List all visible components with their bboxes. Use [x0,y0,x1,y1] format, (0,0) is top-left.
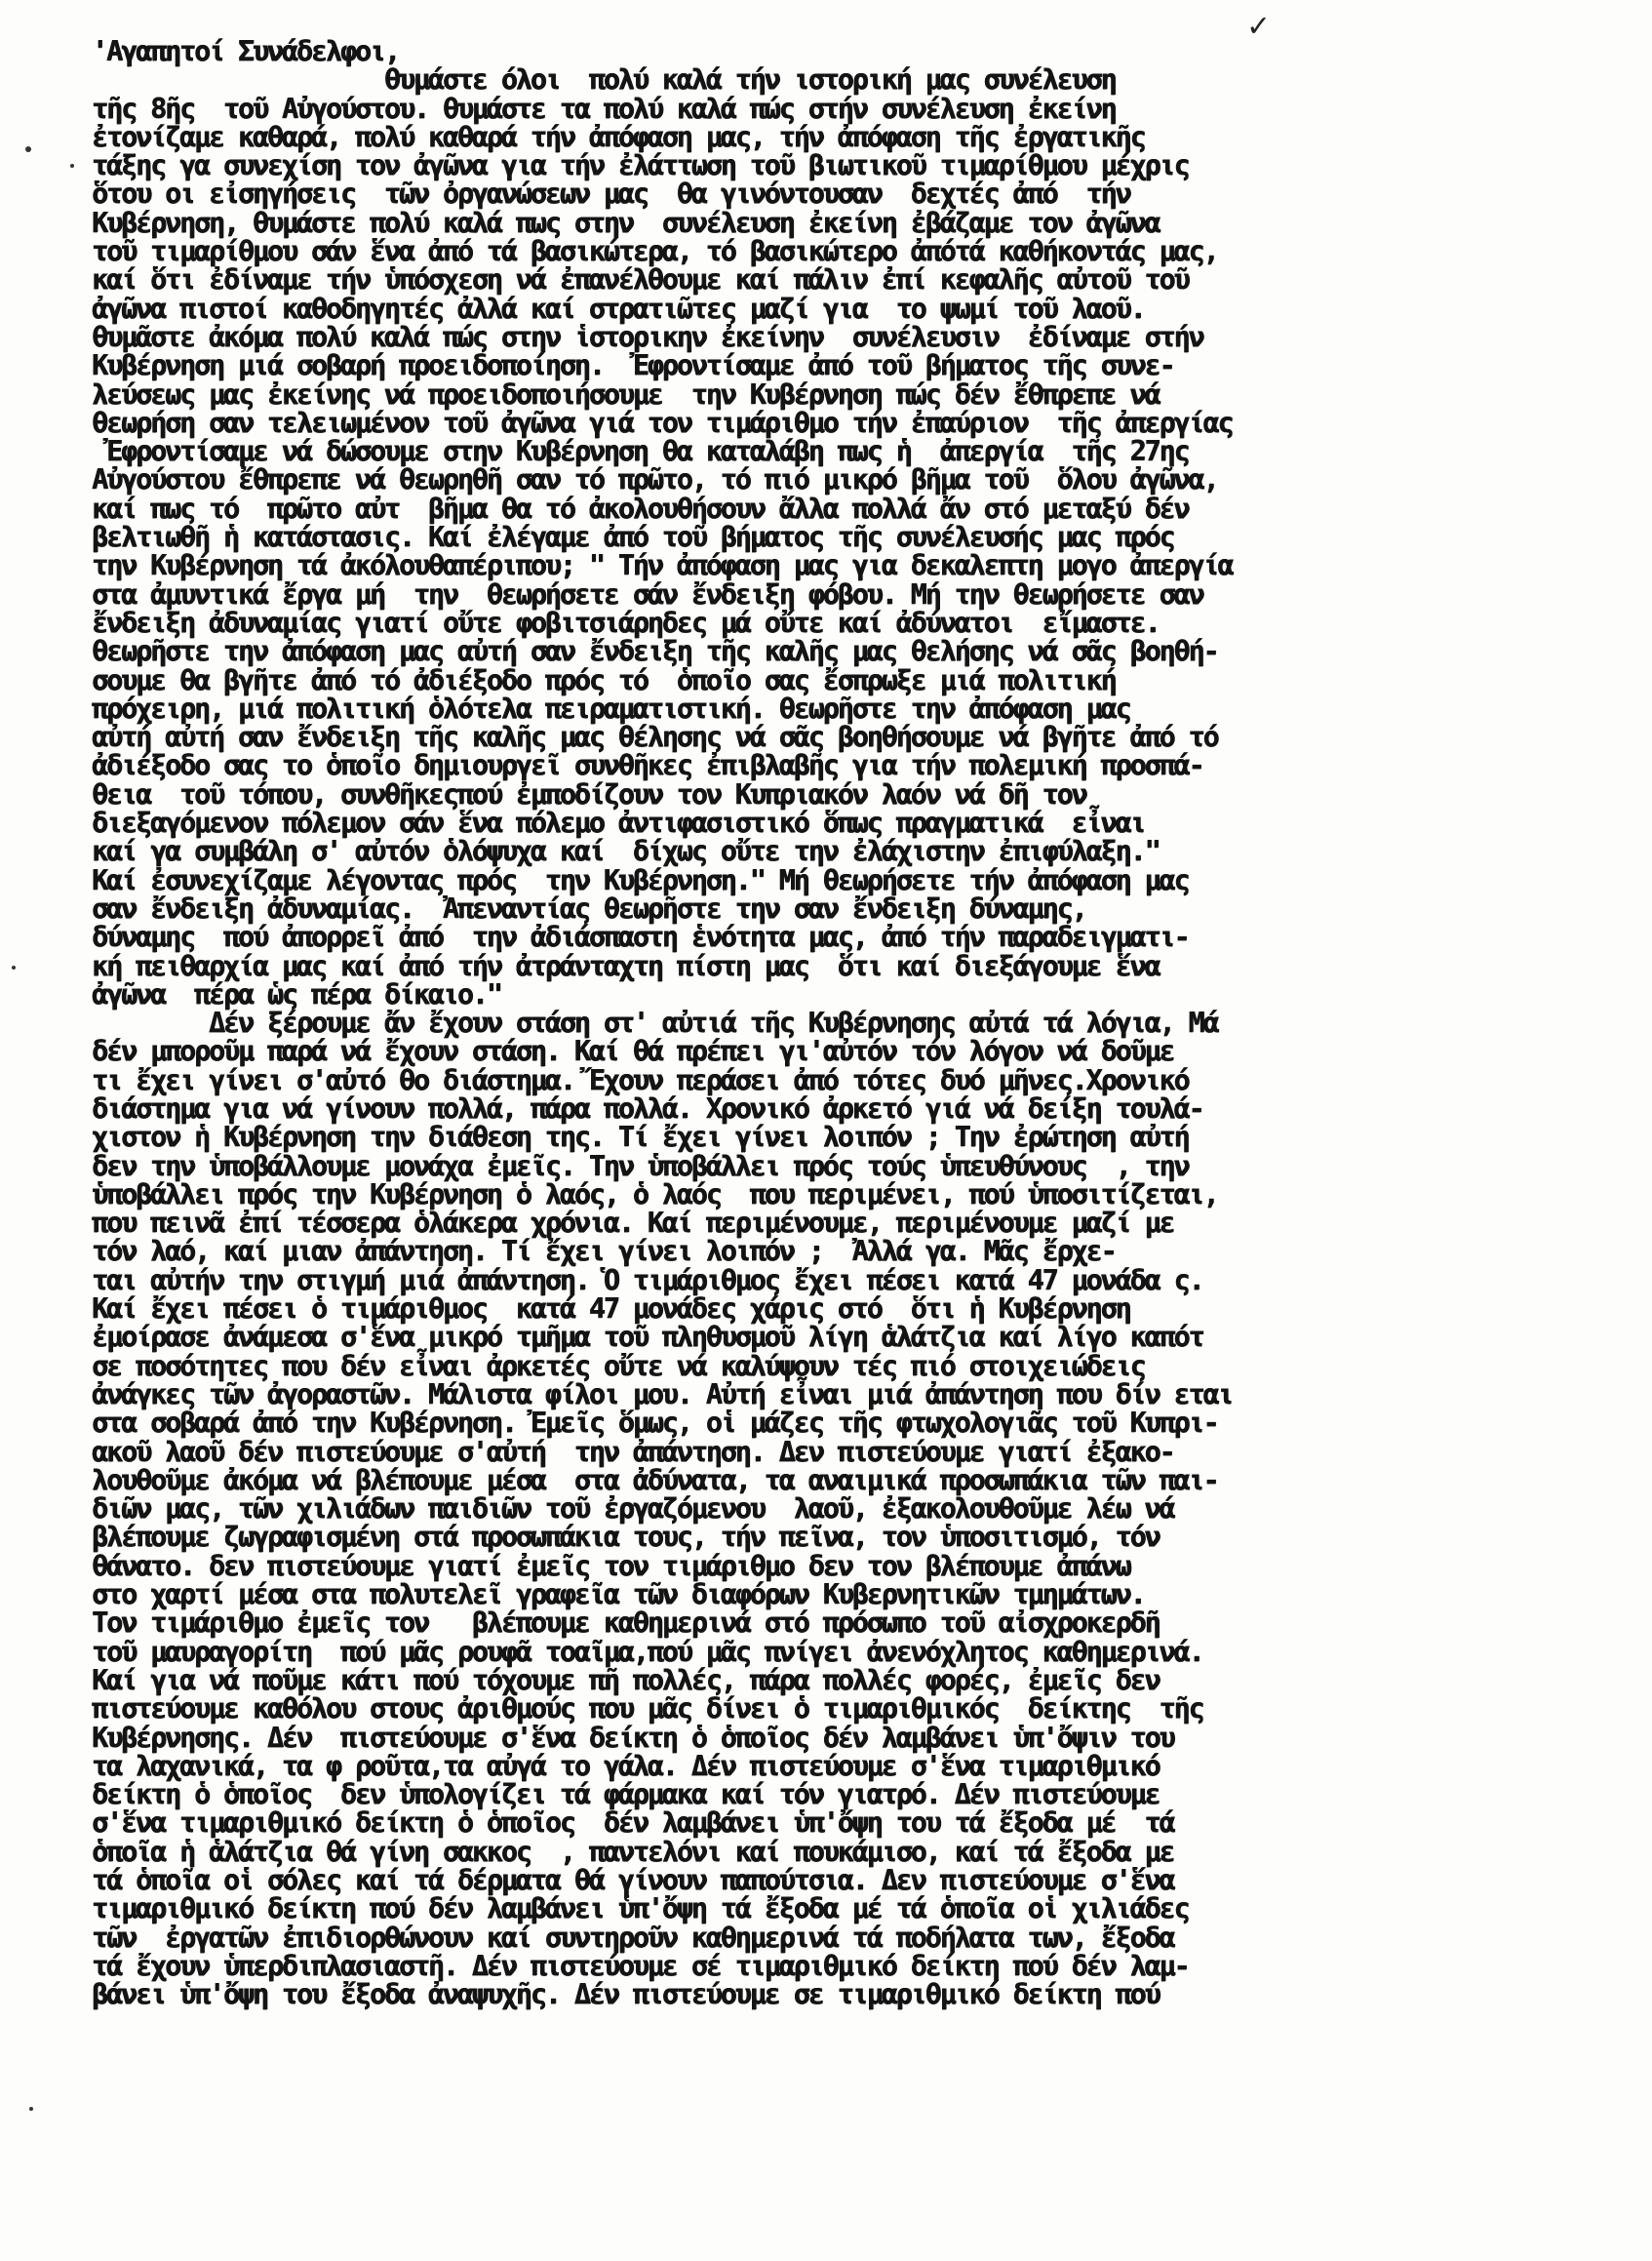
text-line: Αὐγούστου ἔθπρεπε νά θεωρηθῆ σαν τό πρῶτο, τό πιό μικρό βῆμα τοῦ ὅλου ἀγῶνα, [92,463,1218,496]
text-line: καί πως τό πρῶτο αὐτ βῆμα θα τό ἀκολουθήσουν ἄλλα πολλά ἄν στό μεταξύ δέν [92,492,1189,525]
text-line: τι ἔχει γίνει σ'αὐτό θο διάστημα. Ἔχουν περάσει ἀπό τότες δυό μῆνες.Χρονικό [92,1063,1189,1096]
text-line: πιστεύουμε καθόλου στους ἀριθμούς που μᾶς δίνει ὁ τιμαριθμικός δείκτης τῆς [92,1692,1203,1726]
text-line: Καί για νά ποῦμε κάτι πού τόχουμε πῆ πολλές, πάρα πολλές φορές, ἐμεῖς δεν [92,1663,1160,1696]
text-line: στο χαρτί μέσα στα πολυτελεῖ γραφεῖα τῶν διαφόρων Κυβερνητικῶν τμημάτων. [92,1578,1145,1611]
text-line: τῆς 8ῆς τοῦ Αὐγούστου. θυμάστε τα πολύ καλά πώς στήν συνέλευση ἐκείνη [92,92,1116,125]
text-line: αὐτή αὐτή σαν ἔνδειξη τῆς καλῆς μας θέλησης νά σᾶς βοηθήσουμε νά βγῆτε ἀπό τό [92,721,1218,754]
text-line: ἀδιέξοδο σας το ὁποῖο δημιουργεῖ συνθῆκες ἐπιβλαβῆς για τήν πολεμική προσπά- [92,749,1203,782]
text-line: ἐτονίζαμε καθαρά, πολύ καθαρά τήν ἀπόφαση μας, τήν ἀπόφαση τῆς ἐργατικῆς [92,120,1145,153]
text-line: χιστον ἡ Κυβέρνηση την διάθεση της. Τί ἔχει γίνει λοιπόν ; Την ἐρώτηση αὐτή [92,1121,1189,1154]
text-line: τοῦ μαυραγορίτη πού μᾶς ρουφᾶ τοαῖμα,πού μᾶς πνίγει ἀνενόχλητος καθημερινά. [92,1635,1203,1668]
text-line: τα λαχανικά, τα φ ροῦτα,τα αὐγά το γάλα. Δέν πιστεύουμε σ'ἕνα τιμαριθμικό [92,1749,1160,1782]
text-line: ἀγῶνα πιστοί καθοδηγητές ἀλλά καί στρατιῶτες μαζί για το ψωμί τοῦ λαοῦ. [92,292,1145,325]
text-line: τοῦ τιμαρίθμου σάν ἕνα ἀπό τά βασικώτερα, τό βασικώτερο ἀπότά καθήκοντάς μας, [92,235,1218,268]
text-line: στα ἀμυντικά ἔργα μή την θεωρήσετε σάν ἔνδειξη φόβου. Μή την θεωρήσετε σαν [92,577,1203,611]
text-line: Καί ἐσυνεχίζαμε λέγοντας πρός την Κυβέρνηση." Μή θεωρήσετε τήν ἀπόφαση μας [92,863,1189,896]
text-line: βελτιωθῆ ἡ κατάστασις. Καί ἐλέγαμε ἀπό τοῦ βήματος τῆς συνέλευσής μας πρός [92,521,1174,554]
text-line: ἀνάγκες τῶν ἀγοραστῶν. Μάλιστα φίλοι μου. Αὐτή εἶναι μιά ἀπάντηση που δίν εται [92,1377,1233,1410]
text-line: τά ἔχουν ὑπερδιπλασιαστῆ. Δέν πιστεύουμε σέ τιμαριθμικό δείκτη πού δέν λαμ- [92,1949,1189,1982]
text-line: τά ὁποῖα οἱ σόλες καί τά δέρματα θά γίνουν παπούτσια. Δεν πιστεύουμε σ'ἕνα [92,1864,1174,1896]
margin-check-mark: ✓ [1248,6,1269,45]
text-line: σουμε θα βγῆτε ἀπό τό ἀδιέξοδο πρός τό ὁποῖο σας ἔσπρωξε μιά πολιτική [92,663,1116,696]
text-line: λεύσεως μας ἐκείνης νά προειδοποιήσουμε την Κυβέρνηση πώς δέν ἔθπρεπε νά [92,377,1160,411]
text-line: θεωρήση σαν τελειωμένον τοῦ ἀγῶνα γιά τον τιμάριθμο τήν ἐπαύριον τῆς ἀπεργίας [92,406,1233,439]
scan-speck [70,164,74,168]
text-line: βλέπουμε ζωγραφισμένη στά προσωπάκια τους, τήν πεῖνα, τον ὑποσιτισμό, τόν [92,1521,1160,1554]
text-line: τῶν ἐργατῶν ἐπιδιορθώνουν καί συντηροῦν καθημερινά τά ποδήλατα των, ἔξοδα [92,1921,1174,1954]
text-line: λουθοῦμε ἀκόμα νά βλέπουμε μέσα στα ἀδύνατα, τα αναιμικά προσωπάκια τῶν παι- [92,1463,1218,1496]
text-line: σε ποσότητες που δέν εἶναι ἀρκετές οὔτε νά καλύψουν τές πιό στοιχειώδεις [92,1349,1145,1382]
text-line: τόν λαό, καί μιαν ἀπάντηση. Τί ἔχει γίνει λοιπόν ; Ἀλλά γα. Μᾶς ἔρχε- [92,1235,1116,1268]
text-line: τιμαριθμικό δείκτη πού δέν λαμβάνει ὑπ'ὄψη τά ἔξοδα μέ τά ὁποῖα οἱ χιλιάδες [92,1892,1189,1925]
text-line: δείκτη ὁ ὁποῖος δεν ὑπολογίζει τά φάρμακα καί τόν γιατρό. Δέν πιστεύουμε [92,1778,1160,1811]
text-line: διάστημα για νά γίνουν πολλά, πάρα πολλά. Χρονικό ἀρκετό γιά νά δείξη τουλά- [92,1091,1203,1125]
text-line: σαν ἔνδειξη ἀδυναμίας. Ἀπεναντίας θεωρῆστε την σαν ἔνδειξη δύναμης, [92,892,1086,925]
text-line: ὅτου οι εἰσηγήσεις τῶν ὀργανώσεων μας θα γινόντουσαν δεχτές ἀπό τήν [92,178,1130,211]
text-line: την Κυβέρνηση τά ἀκόλουθαπέριπου; " Τήν ἀπόφαση μας για δεκαλεπτη μογο ἀπεργία [92,549,1233,582]
text-line: δέν μποροῦμ παρά νά ἔχουν στάση. Καί θά πρέπει γι'αὐτόν τόν λόγον νά δοῦμε [92,1035,1174,1068]
text-line: 'Αγαπητοί Συνάδελφοι, [92,35,399,67]
text-line: καί γα συμβάλη σ' αὐτόν ὁλόψυχα καί δίχως οὔτε την ἐλάχιστην ἐπιφύλαξη." [92,835,1160,868]
text-line: ὑποβάλλει πρός την Κυβέρνηση ὁ λαός, ὁ λαός που περιμένει, πού ὑποσιτίζεται, [92,1177,1218,1210]
text-line: Τον τιμάριθμο ἐμεῖς τον βλέπουμε καθημερινά στό πρόσωπο τοῦ αἰσχροκερδῆ [92,1606,1160,1640]
text-line: κή πειθαρχία μας καί ἀπό τήν ἀτράνταχτη πίστη μας ὅτι καί διεξάγουμε ἕνα [92,949,1160,982]
text-line: θεωρῆστε την ἀπόφαση μας αὐτή σαν ἔνδειξη τῆς καλῆς μας θελήσης νά σᾶς βοηθή- [92,635,1218,668]
scan-speck [12,966,16,970]
text-line: ται αὐτήν την στιγμή μιά ἀπάντηση. Ὁ τιμάριθμος ἔχει πέσει κατά 47 μονάδα ς. [92,1263,1203,1296]
text-line: δεν την ὑποβάλλουμε μονάχα ἐμεῖς. Την ὑποβάλλει πρός τούς ὑπευθύνους , την [92,1149,1189,1182]
text-line: ἀγῶνα πέρα ὡς πέρα δίκαιο." [92,977,501,1011]
text-line: ἐμοίρασε ἀνάμεσα σ'ἕνα μικρό τμῆμα τοῦ πληθυσμοῦ λίγη ἁλάτζια καί λίγο καπότ [92,1321,1203,1354]
text-line: διῶν μας, τῶν χιλιάδων παιδιῶν τοῦ ἐργαζόμενου λαοῦ, ἐξακολουθοῦμε λέω νά [92,1492,1174,1526]
text-line: που πεινᾶ ἐπί τέσσερα ὁλάκερα χρόνια. Καί περιμένουμε, περιμένουμε μαζί με [92,1207,1174,1240]
text-line: δύναμης πού ἀπορρεῖ ἀπό την ἀδιάσπαστη ἑνότητα μας, ἀπό τήν παραδειγματι- [92,921,1189,954]
scan-speck [25,146,31,152]
text-line: θεια τοῦ τόπου, συνθῆκεςπού ἐμποδίζουν τον Κυπριακόν λαόν νά δῆ τον [92,777,1086,811]
scan-speck [29,2107,33,2111]
text-line: θάνατο. δεν πιστεύουμε γιατί ἐμεῖς τον τιμάριθμο δεν τον βλέπουμε ἀπάνω [92,1549,1130,1582]
text-line: Κυβέρνηση, θυμάστε πολύ καλά πως στην συνέλευση ἐκείνη ἐβάζαμε τον ἀγῶνα [92,206,1160,239]
text-line: ακοῦ λαοῦ δέν πιστεύουμε σ'αὐτή την ἀπάντηση. Δεν πιστεύουμε γιατί ἐξακο- [92,1435,1174,1468]
text-line: στα σοβαρά ἀπό την Κυβέρνηση. Ἐμεῖς ὅμως, οἱ μάζες τῆς φτωχολογιᾶς τοῦ Κυπρι- [92,1407,1218,1440]
text-line: διεξαγόμενον πόλεμον σάν ἕνα πόλεμο ἀντιφασιστικό ὅπως πραγματικά εἶναι [92,807,1145,840]
text-line: καί ὅτι ἐδίναμε τήν ὑπόσχεση νά ἐπανέλθουμε καί πάλιν ἐπί κεφαλῆς αὐτοῦ τοῦ [92,263,1189,297]
text-line: θυμᾶστε ἀκόμα πολύ καλά πώς στην ἱστορικην ἐκείνην συνέλευσιν ἐδίναμε στήν [92,320,1203,353]
text-line: τάξης γα συνεχίση τον ἀγῶνα για τήν ἐλάττωση τοῦ βιωτικοῦ τιμαρίθμου μέχρις [92,149,1189,182]
text-line: Δέν ξέρουμε ἄν ἔχουν στάση στ' αὐτιά τῆς Κυβέρνησης αὐτά τά λόγια, Μά [92,1007,1218,1040]
text-line: πρόχειρη, μιά πολιτική ὁλότελα πειραματιστική. θεωρῆστε την ἀπόφαση μας [92,692,1130,725]
text-line: Καί ἔχει πέσει ὁ τιμάριθμος κατά 47 μονάδες χάρις στό ὅτι ἡ Κυβέρνηση [92,1292,1130,1326]
letter-body [92,35,1613,2011]
text-line: βάνει ὑπ'ὄψη του ἔξοδα ἀναψυχῆς. Δέν πιστεύουμε σε τιμαριθμικό δείκτη πού [92,1978,1160,2011]
text-line: σ'ἕνα τιμαριθμικό δείκτη ὁ ὁποῖος δέν λαμβάνει ὑπ'ὄψη του τά ἔξοδα μέ τά [92,1806,1174,1840]
text-line: ὁποῖα ἡ ἁλάτζια θά γίνη σακκος , παντελόνι καί πουκάμισο, καί τά ἔξοδα με [92,1835,1174,1868]
text-line: ἔνδειξη ἀδυναμίας γιατί οὔτε φοβιτσιάρηδες μά οὔτε καί ἀδύνατοι εἴμαστε. [92,606,1160,639]
text-line: Ἐφροντίσαμε νά δώσουμε στην Κυβέρνηση θα καταλάβη πως ἡ ἀπεργία τῆς 27ης [92,435,1189,468]
text-line: Κυβέρνησης. Δέν πιστεύουμε σ'ἕνα δείκτη ὁ ὁποῖος δέν λαμβάνει ὑπ'ὄψιν του [92,1721,1174,1754]
text-line: θυμάστε όλοι πολύ καλά τήν ιστορική μας συνέλευση [92,63,1116,97]
text-line: Κυβέρνηση μιά σοβαρή προειδοποίηση. Ἐφροντίσαμε ἀπό τοῦ βήματος τῆς συνε- [92,349,1174,382]
